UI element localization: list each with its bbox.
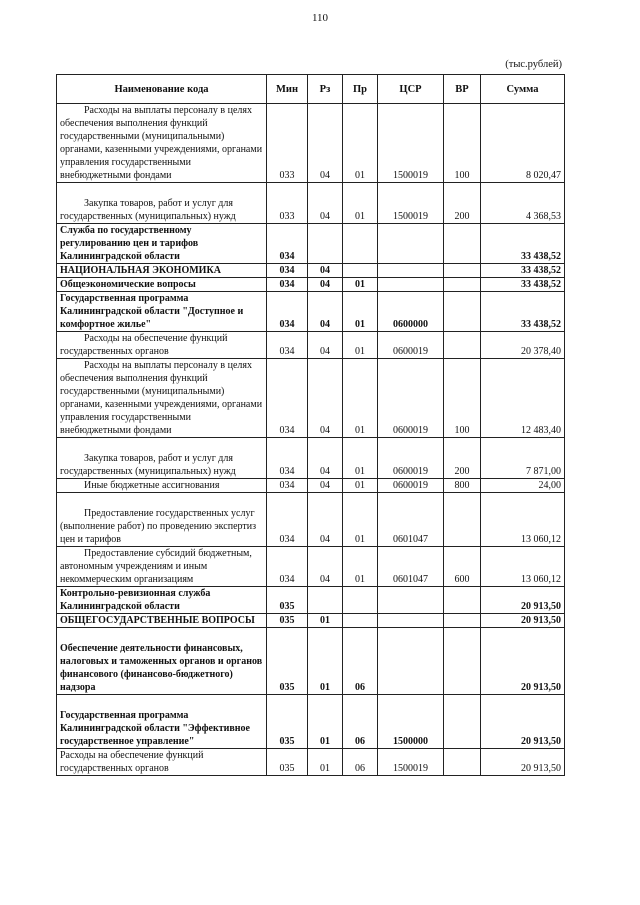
- pr-cell: 06: [343, 749, 378, 776]
- csr-cell: 1500019: [378, 749, 444, 776]
- vr-cell: [444, 749, 481, 776]
- csr-cell: [378, 278, 444, 292]
- name-cell: НАЦИОНАЛЬНАЯ ЭКОНОМИКА: [57, 264, 267, 278]
- min-cell: 034: [267, 479, 308, 493]
- table-row: [57, 104, 565, 183]
- sum-cell: 33 438,52: [481, 292, 565, 332]
- name-cell: Предоставление государственных услуг (выполнение работ) по проведению экспертиз цен и тарифов: [57, 493, 267, 547]
- min-cell: 035: [267, 628, 308, 695]
- min-cell: 035: [267, 614, 308, 628]
- name-cell: Обеспечение деятельности финансовых, налоговых и таможенных органов и органов финансового (финансово-бюджетного) надзора: [57, 628, 267, 695]
- vr-cell: [444, 224, 481, 264]
- vr-cell: 600: [444, 547, 481, 587]
- rz-cell: 04: [308, 292, 343, 332]
- csr-cell: 0601047: [378, 547, 444, 587]
- page-number: 110: [311, 12, 329, 24]
- rz-cell: 01: [308, 628, 343, 695]
- header-sum: Сумма: [481, 75, 565, 104]
- pr-cell: 01: [343, 292, 378, 332]
- min-cell: 033: [267, 104, 308, 183]
- pr-cell: 01: [343, 438, 378, 479]
- name-cell: Государственная программа Калининградской области "Доступное и комфортное жилье": [57, 292, 267, 332]
- csr-cell: 0600019: [378, 359, 444, 438]
- table-row: [57, 332, 565, 359]
- rz-cell: 04: [308, 104, 343, 183]
- name-cell: Предоставление субсидий бюджетным, автономным учреждениям и иным некоммерческим организациям: [57, 547, 267, 587]
- min-cell: 034: [267, 278, 308, 292]
- pr-cell: 06: [343, 695, 378, 749]
- vr-cell: 200: [444, 438, 481, 479]
- rz-cell: [308, 587, 343, 614]
- rz-cell: 04: [308, 493, 343, 547]
- vr-cell: 800: [444, 479, 481, 493]
- table-row: [57, 749, 565, 776]
- min-cell: 033: [267, 183, 308, 224]
- header-vr: ВР: [444, 75, 481, 104]
- table-row: [57, 479, 565, 493]
- vr-cell: [444, 493, 481, 547]
- min-cell: 034: [267, 547, 308, 587]
- sum-cell: 33 438,52: [481, 278, 565, 292]
- pr-cell: 01: [343, 183, 378, 224]
- name-cell: Расходы на выплаты персоналу в целях обеспечения выполнения функций государственными (муниципальными) органами, казенными учреждениями, органами управления государственными внебюджетными фондами: [57, 104, 267, 183]
- units-label: (тыс.рублей): [505, 59, 562, 70]
- min-cell: 035: [267, 749, 308, 776]
- vr-cell: [444, 695, 481, 749]
- table-row: [57, 264, 565, 278]
- sum-cell: 20 913,50: [481, 628, 565, 695]
- pr-cell: 01: [343, 547, 378, 587]
- pr-cell: 01: [343, 332, 378, 359]
- pr-cell: 06: [343, 628, 378, 695]
- vr-cell: [444, 292, 481, 332]
- sum-cell: 20 913,50: [481, 614, 565, 628]
- name-cell: Общеэкономические вопросы: [57, 278, 267, 292]
- rz-cell: 01: [308, 749, 343, 776]
- pr-cell: [343, 614, 378, 628]
- name-cell: Служба по государственному регулированию цен и тарифов Калининградской области: [57, 224, 267, 264]
- table-header-row: [57, 75, 565, 104]
- sum-cell: 13 060,12: [481, 493, 565, 547]
- vr-cell: [444, 614, 481, 628]
- csr-cell: 0601047: [378, 493, 444, 547]
- sum-cell: 20 378,40: [481, 332, 565, 359]
- pr-cell: [343, 587, 378, 614]
- name-cell: Расходы на обеспечение функций государственных органов: [57, 749, 267, 776]
- rz-cell: 04: [308, 359, 343, 438]
- rz-cell: 04: [308, 438, 343, 479]
- header-pr: Пр: [343, 75, 378, 104]
- rz-cell: 04: [308, 264, 343, 278]
- sum-cell: 7 871,00: [481, 438, 565, 479]
- table-row: [57, 183, 565, 224]
- rz-cell: 04: [308, 547, 343, 587]
- vr-cell: 100: [444, 359, 481, 438]
- name-cell: Расходы на обеспечение функций государственных органов: [57, 332, 267, 359]
- pr-cell: 01: [343, 278, 378, 292]
- rz-cell: 04: [308, 332, 343, 359]
- header-rz: Рз: [308, 75, 343, 104]
- csr-cell: [378, 614, 444, 628]
- csr-cell: [378, 628, 444, 695]
- pr-cell: 01: [343, 104, 378, 183]
- budget-table: [56, 74, 565, 776]
- vr-cell: [444, 587, 481, 614]
- min-cell: 035: [267, 587, 308, 614]
- vr-cell: 200: [444, 183, 481, 224]
- csr-cell: [378, 264, 444, 278]
- sum-cell: 24,00: [481, 479, 565, 493]
- table-row: [57, 614, 565, 628]
- csr-cell: [378, 587, 444, 614]
- min-cell: 034: [267, 438, 308, 479]
- csr-cell: [378, 224, 444, 264]
- header-csr: ЦСР: [378, 75, 444, 104]
- sum-cell: 33 438,52: [481, 224, 565, 264]
- sum-cell: 20 913,50: [481, 749, 565, 776]
- csr-cell: 0600019: [378, 332, 444, 359]
- name-cell: Закупка товаров, работ и услуг для государственных (муниципальных) нужд: [57, 438, 267, 479]
- sum-cell: 13 060,12: [481, 547, 565, 587]
- header-min: Мин: [267, 75, 308, 104]
- sum-cell: 20 913,50: [481, 587, 565, 614]
- sum-cell: 8 020,47: [481, 104, 565, 183]
- vr-cell: [444, 332, 481, 359]
- rz-cell: 01: [308, 695, 343, 749]
- table-row: [57, 587, 565, 614]
- csr-cell: 1500019: [378, 104, 444, 183]
- sum-cell: 33 438,52: [481, 264, 565, 278]
- name-cell: Государственная программа Калининградской области "Эффективное государственное управление": [57, 695, 267, 749]
- name-cell: Контрольно-ревизионная служба Калининградской области: [57, 587, 267, 614]
- rz-cell: 04: [308, 183, 343, 224]
- header-name: Наименование кода: [57, 75, 267, 104]
- rz-cell: 04: [308, 479, 343, 493]
- vr-cell: [444, 628, 481, 695]
- table-row: [57, 278, 565, 292]
- min-cell: 034: [267, 264, 308, 278]
- vr-cell: [444, 278, 481, 292]
- table-row: [57, 359, 565, 438]
- table-row: [57, 695, 565, 749]
- rz-cell: 04: [308, 278, 343, 292]
- pr-cell: [343, 224, 378, 264]
- name-cell: ОБЩЕГОСУДАРСТВЕННЫЕ ВОПРОСЫ: [57, 614, 267, 628]
- name-cell: Иные бюджетные ассигнования: [57, 479, 267, 493]
- csr-cell: 0600000: [378, 292, 444, 332]
- min-cell: 034: [267, 224, 308, 264]
- table-row: [57, 292, 565, 332]
- csr-cell: 0600019: [378, 438, 444, 479]
- min-cell: 034: [267, 292, 308, 332]
- vr-cell: [444, 264, 481, 278]
- rz-cell: [308, 224, 343, 264]
- name-cell: Закупка товаров, работ и услуг для государственных (муниципальных) нужд: [57, 183, 267, 224]
- min-cell: 034: [267, 493, 308, 547]
- pr-cell: 01: [343, 479, 378, 493]
- table-row: [57, 224, 565, 264]
- name-cell: Расходы на выплаты персоналу в целях обеспечения выполнения функций государственными (муниципальными) органами, казенными учреждениями, органами управления государственными внебюджетными фондами: [57, 359, 267, 438]
- csr-cell: 0600019: [378, 479, 444, 493]
- table-row: [57, 628, 565, 695]
- min-cell: 035: [267, 695, 308, 749]
- sum-cell: 12 483,40: [481, 359, 565, 438]
- pr-cell: [343, 264, 378, 278]
- sum-cell: 4 368,53: [481, 183, 565, 224]
- rz-cell: 01: [308, 614, 343, 628]
- sum-cell: 20 913,50: [481, 695, 565, 749]
- csr-cell: 1500019: [378, 183, 444, 224]
- pr-cell: 01: [343, 359, 378, 438]
- csr-cell: 1500000: [378, 695, 444, 749]
- vr-cell: 100: [444, 104, 481, 183]
- table-row: [57, 493, 565, 547]
- table-row: [57, 438, 565, 479]
- table-row: [57, 547, 565, 587]
- pr-cell: 01: [343, 493, 378, 547]
- min-cell: 034: [267, 332, 308, 359]
- min-cell: 034: [267, 359, 308, 438]
